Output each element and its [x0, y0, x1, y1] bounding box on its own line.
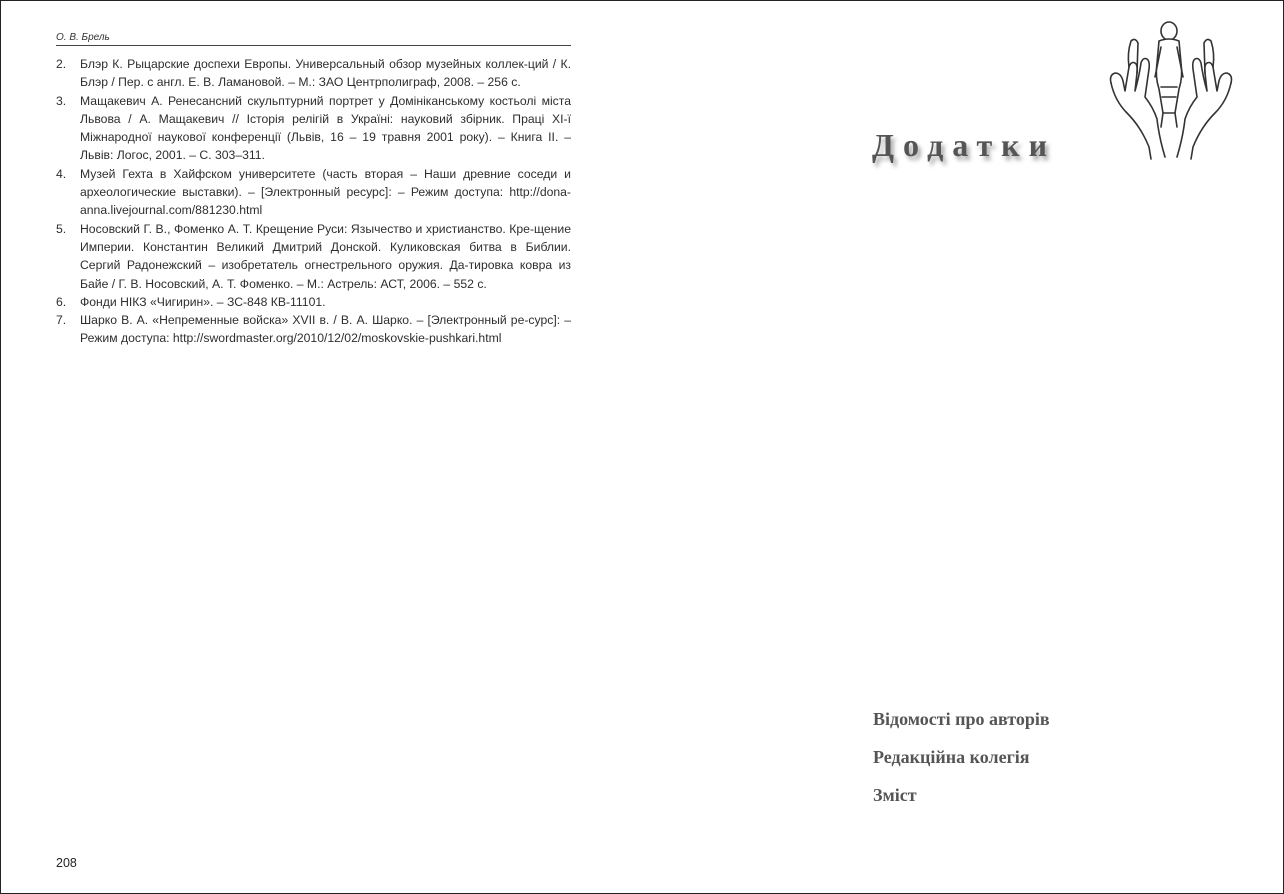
reference-number: 4. [56, 166, 67, 181]
reference-item [56, 293, 571, 311]
toc-item-contents[interactable]: Зміст [873, 785, 917, 805]
running-head: О. В. Брель [56, 32, 571, 46]
reference-text: Блэр К. Рыцарские доспехи Европы. Универсальный обзор музейных коллек-ций / К. Блэр / Пер. с англ. Е. В. Ламановой. – М.: ЗАО Центрполиграф, 2008. – 256 с. [80, 57, 571, 90]
page-number: 208 [56, 856, 77, 870]
reference-text: Музей Гехта в Хайфском университете (часть вторая – Наши древние соседи и археологические выставки). – [Электронный ресурс]: – Режим доступа: http://dona-anna.livejournal.com/881230.html [80, 166, 571, 218]
reference-text: Фонди НІКЗ «Чигирин». – ЗС-848 КВ-11101. [80, 294, 326, 309]
toc-item-editorial-board[interactable]: Редакційна колегія [873, 747, 1030, 767]
reference-item [56, 311, 571, 348]
reference-item [56, 220, 571, 293]
reference-text: Шарко В. А. «Непременные войска» XVII в. / В. А. Шарко. – [Электронный ре-сурс]: – Режим доступа: http://swordmaster.org/2010/12/02/moskovskie-pushkari.html [80, 313, 571, 346]
toc-list [873, 707, 1050, 821]
reference-number: 2. [56, 57, 67, 71]
reference-text: Носовский Г. В., Фоменко А. Т. Крещение Руси: Язычество и христианство. Кре-щение Империи. Константин Великий Дмитрий Донской. Куликовская битва в Библии. Сергий Радонежский – изобретатель огнестрельного оружия. Да-тировка ковра из Байе / Г. В. Носовский, А. Т. Фоменко. – М.: Астрель: АСТ, 2006. – 552 с. [80, 221, 571, 291]
reference-number: 5. [56, 221, 67, 236]
reference-number: 3. [56, 93, 67, 108]
reference-text: Мащакевич А. Ренесансний скульптурний портрет у Домініканському костьолі міста Львова / А. Мащакевич // Історія релігій в Україні: науковий збірник. Праці ХІ-ї Міжнародної наукової конференції (Львів, 16 – 19 травня 2001 року). – Книга ІІ. – Львів: Логос, 2001. – С. 303–311. [80, 93, 571, 163]
reference-list [56, 55, 571, 348]
section-title: Додатки [872, 127, 1057, 163]
reference-number: 7. [56, 313, 67, 328]
reference-item [56, 92, 571, 165]
hands-holding-figure-icon [1105, 17, 1237, 162]
reference-item [56, 165, 571, 220]
reference-number: 6. [56, 294, 67, 309]
reference-item [56, 55, 571, 92]
toc-item-authors[interactable]: Відомості про авторів [873, 709, 1050, 729]
